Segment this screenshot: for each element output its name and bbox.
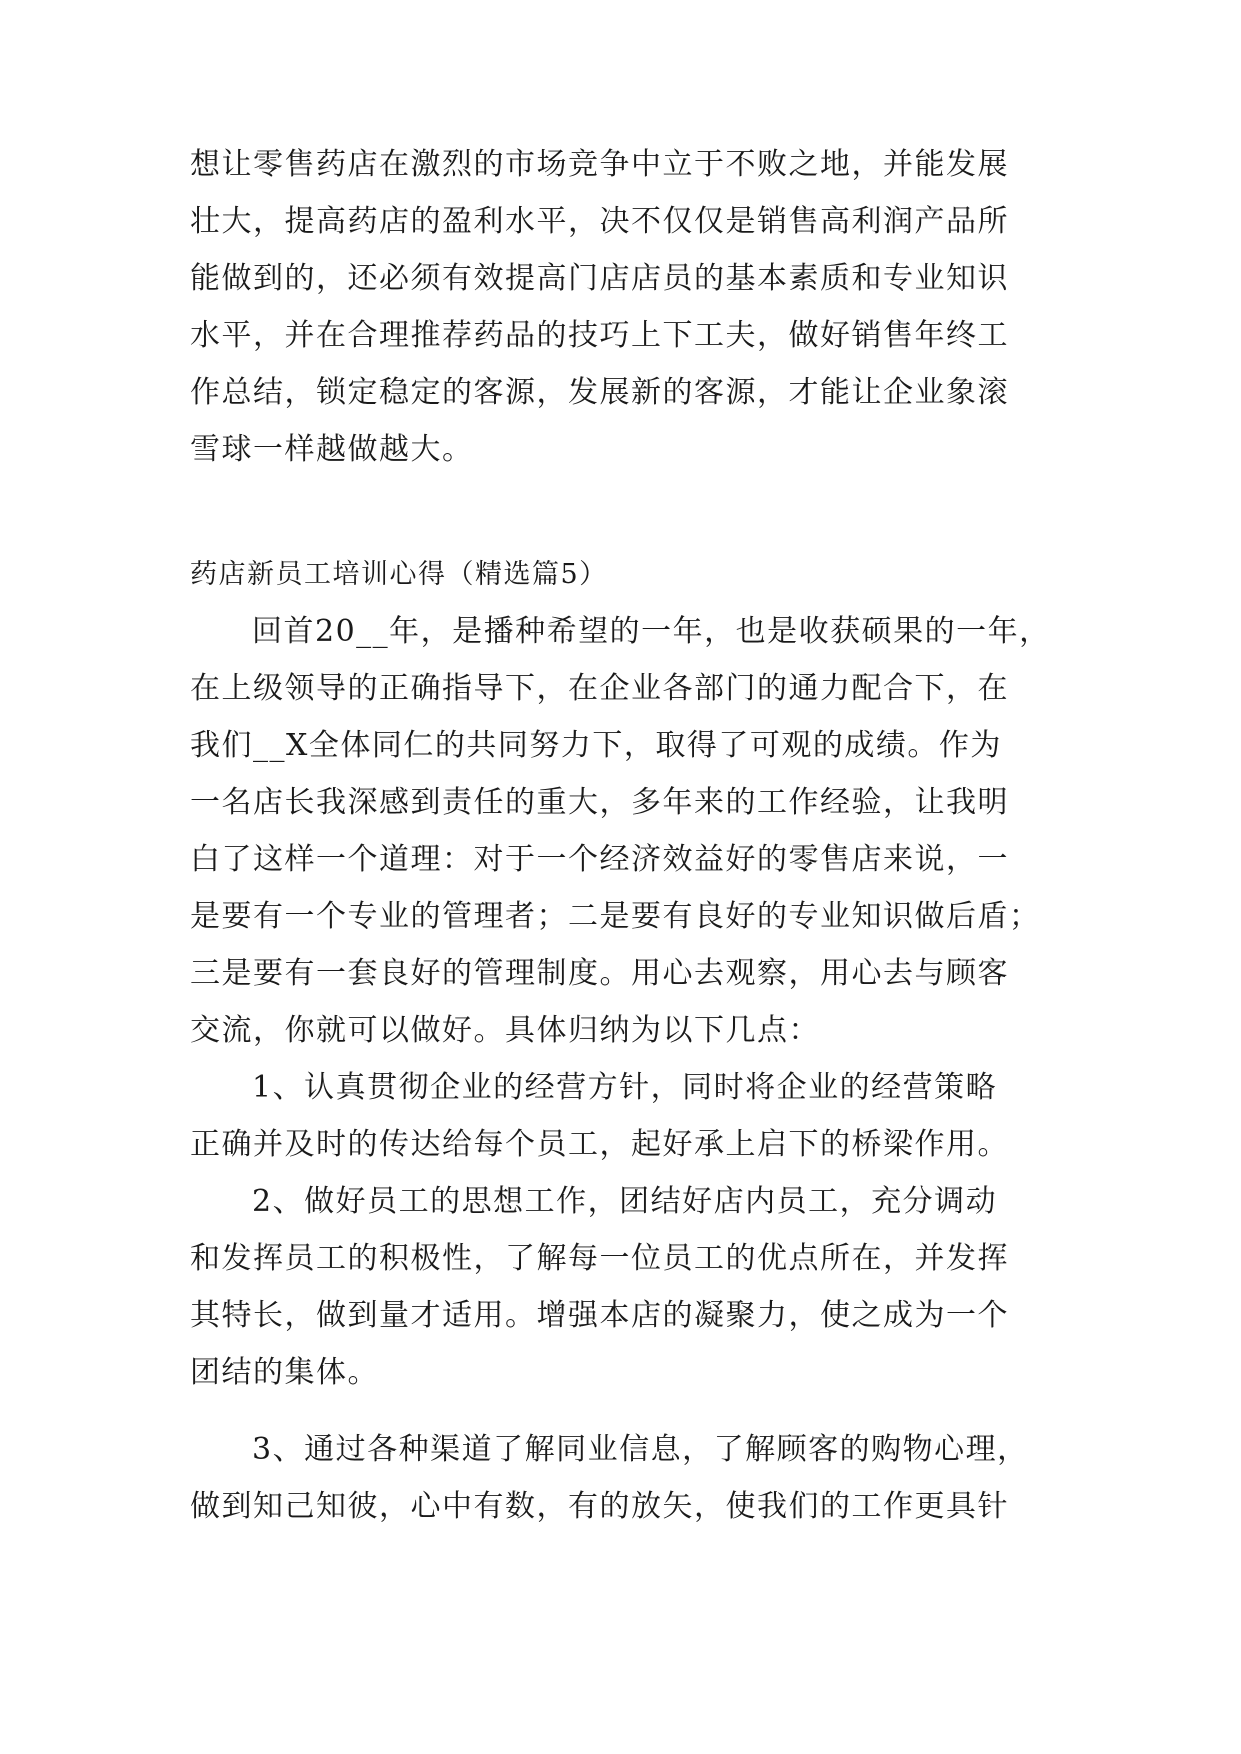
text-line: 白了这样一个道理：对于一个经济效益好的零售店来说，一 bbox=[190, 842, 1009, 877]
text-line: 水平，并在合理推荐药品的技巧上下工夫，做好销售年终工 bbox=[190, 318, 1009, 353]
text-line: 交流，你就可以做好。具体归纳为以下几点： bbox=[190, 1013, 820, 1048]
text-line: 和发挥员工的积极性，了解每一位员工的优点所在，并发挥 bbox=[190, 1241, 1009, 1276]
text-line: 我们__X全体同仁的共同努力下，取得了可观的成绩。作为 bbox=[190, 728, 1002, 763]
text-line: 2、做好员工的思想工作，团结好店内员工，充分调动 bbox=[252, 1184, 998, 1219]
text-line: 正确并及时的传达给每个员工，起好承上启下的桥梁作用。 bbox=[190, 1127, 1009, 1162]
text-line: 能做到的，还必须有效提高门店店员的基本素质和专业知识 bbox=[190, 261, 1009, 296]
text-line: 在上级领导的正确指导下，在企业各部门的通力配合下，在 bbox=[190, 671, 1009, 706]
section-title: 药店新员工培训心得（精选篇5） bbox=[190, 559, 608, 590]
text-line: 作总结，锁定稳定的客源，发展新的客源，才能让企业象滚 bbox=[190, 375, 1009, 410]
text-line: 想让零售药店在激烈的市场竞争中立于不败之地，并能发展 bbox=[190, 147, 1009, 182]
text-line: 一名店长我深感到责任的重大，多年来的工作经验，让我明 bbox=[190, 785, 1009, 820]
text-line: 3、通过各种渠道了解同业信息，了解顾客的购物心理， bbox=[252, 1432, 1029, 1467]
text-line: 是要有一个专业的管理者；二是要有良好的专业知识做后盾； bbox=[190, 899, 1041, 934]
text-line: 雪球一样越做越大。 bbox=[190, 432, 474, 467]
text-line: 1、认真贯彻企业的经营方针，同时将企业的经营策略 bbox=[252, 1070, 998, 1105]
text-line: 壮大，提高药店的盈利水平，决不仅仅是销售高利润产品所 bbox=[190, 204, 1009, 239]
text-line: 回首20__年，是播种希望的一年，也是收获硕果的一年， bbox=[252, 614, 1051, 649]
text-line: 做到知己知彼，心中有数，有的放矢，使我们的工作更具针 bbox=[190, 1489, 1009, 1524]
text-line: 团结的集体。 bbox=[190, 1355, 379, 1390]
text-line: 其特长，做到量才适用。增强本店的凝聚力，使之成为一个 bbox=[190, 1298, 1009, 1333]
text-line: 三是要有一套良好的管理制度。用心去观察，用心去与顾客 bbox=[190, 956, 1009, 991]
